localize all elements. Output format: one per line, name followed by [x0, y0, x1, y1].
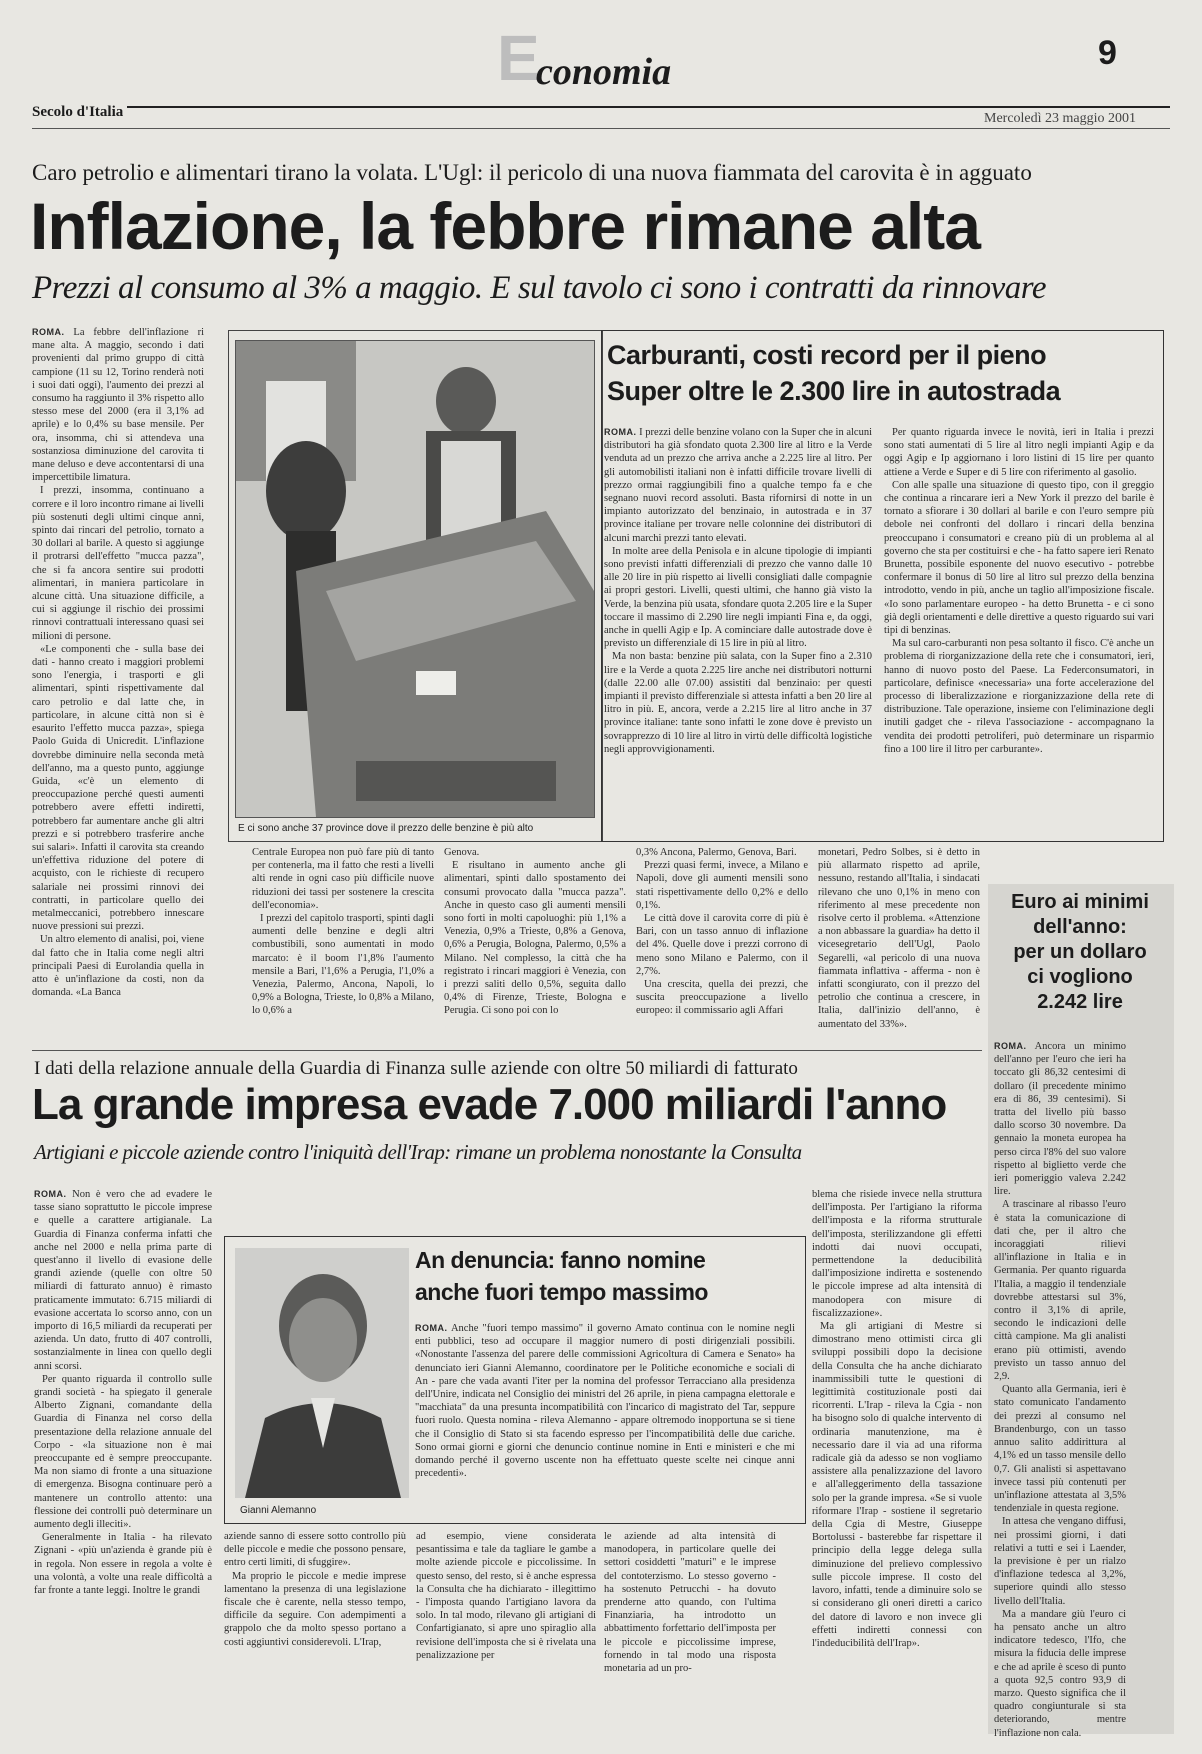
photo-caption: E ci sono anche 37 province dove il prezzo delle benzine è più alto	[238, 823, 534, 834]
paragraph: I prezzi, insomma, continuano a correre e il loro incontro rimane ai livelli più sostenuti degli ultimi cinque anni, spinto dai rincari del petrolio, tornato a 30 dollari al barile. A questo si aggiunge il protrarsi dell'effetto "mucca pazza", che si fa ancora sentire sui prodotti alimentari, in maniera particolare in alcune città. Una situazione difficile, a cui si aggiunge il rischio dei prossimi rinnovi contrattuali interessano quasi sei milioni di persone.	[32, 485, 204, 642]
dateline: ROMA.	[34, 1189, 67, 1199]
carburanti-headline-2: Super oltre le 2.300 lire in autostrada	[607, 376, 1061, 406]
lead-column-1	[32, 326, 205, 999]
carburanti-headline-1: Carburanti, costi record per il pieno	[607, 340, 1047, 370]
story-divider	[32, 1050, 982, 1051]
impresa-column-3	[416, 1530, 596, 1720]
paragraph: ad esempio, viene considerata pesantissima e tale da tagliare le gambe a molte aziende piccole e piccolissime. In questo senso, del resto, si è anche espressa la Consulta che ha dichiarato - illegittimo - l'imposta quando l'artigiano lavora da solo. In tal modo, rilevano gli artigiani di Confartigianato, si apre uno spiraglio alla revisione dell'imposta che si è rivelata una penalizzazione per	[416, 1531, 596, 1661]
impresa-column-5	[812, 1188, 982, 1718]
paragraph: Quanto alla Germania, ieri è stato comunicato l'andamento dei prezzi al consumo nel Brandenburgo, con un tasso annuo salito addirittura al 4,1% ed un tasso mensile dello 0,7. Gli analisti si aspettavano invece tassi più contenuti per un'inflazione attestata al 3,5% tendenziale in questa regione.	[994, 1384, 1126, 1515]
dateline: ROMA.	[604, 427, 637, 437]
lead-column-5	[818, 846, 980, 1030]
impresa-column-4	[604, 1530, 776, 1720]
page-number: 9	[1098, 34, 1117, 72]
euro-headline-line: 2.242 lire	[1037, 991, 1123, 1013]
nomine-headline-2: anche fuori tempo massimo	[415, 1279, 708, 1305]
euro-headline-line: per un dollaro	[1013, 941, 1147, 963]
paragraph: le aziende ad alta intensità di manodopera, in particolare quelle dei settori cosiddetti "maturi" e le imprese del contoterzismo. Lo stesso governo - ha sostenuto Petrucchi - ha dovuto prenderne atto quando, con l'ultima Finanziaria, ha introdotto un abbattimento forfettario dell'imposta per le piccole e piccolissime imprese, fornendo in tal modo una risposta monetaria ad un pro-	[604, 1531, 776, 1675]
lead-column-4	[636, 846, 808, 1016]
paragraph: A trascinare al ribasso l'euro è stata la comunicazione di dati che, per il altro che incoraggiati rilievi all'inflazione in Italia e in Germania. Per quanto riguarda l'Italia, a maggio il tendenziale dovrebbe attestarsi sul 3%, contro il 3,1% di aprile, secondo le indicazioni delle città campione. Ma gli analisti erano più ottimisti, avendo previsto un tasso annuo del 2,9.	[994, 1199, 1126, 1383]
lead-column-2	[252, 846, 434, 1016]
impresa-headline: La grande impresa evade 7.000 miliardi l'anno	[32, 1080, 947, 1129]
carburanti-column-2	[884, 426, 1154, 830]
euro-headline-line: dell'anno:	[1033, 916, 1127, 938]
euro-text	[994, 1040, 1126, 1739]
paragraph: Una crescita, quella dei prezzi, che suscita preoccupazione a livello europeo: il commissario agli Affari	[636, 979, 808, 1017]
paragraph: Genova.	[444, 847, 480, 858]
impresa-column-2	[224, 1530, 406, 1720]
paragraph: Con alle spalle una situazione di questo tipo, con il greggio che continua a rincarare ieri a New York il prezzo del barile è tornato a sfiorare i 30 dollari al barile e con l'euro sempre più debole nei confronti del dollaro i rincari della benzina preoccupano i consumatori e creano più di un problema al al governo che sta per costituirsi e che - ha fatto sapere ieri Renato Brunetta, possibile esponente del nuovo esecutivo - potrebbe confermare il bonus di 50 lire al litro sul prezzo della benzina introdotto, vendo in più, anche un taglio all'imposizione fiscale. «Io sono parlamentare europeo - ha detto Brunetta - e ci sono già degli orientamenti e delle direttive a questo riguardo sui vari tipi di benzinas.	[884, 479, 1154, 637]
masthead: Secolo d'Italia	[32, 104, 127, 121]
euro-headline-line: ci vogliono	[1027, 966, 1133, 988]
paragraph: Per quanto riguarda il controllo sulle grandi società - ha spiegato il generale Alberto Zignani, comandante della Guardia di Finanza nel corso della presentazione della relazione annuale del Corpo - «la situazione non è mai preoccupante ed è sempre preoccupante. Ma non siamo di fronte a una situazione di emergenza. Bisogna continuare però a mantenere un controllo attento: una flessione dei controlli può determinare un aumento degli illeciti».	[34, 1373, 212, 1531]
dateline: ROMA.	[415, 1323, 448, 1333]
impresa-kicker: I dati della relazione annuale della Guardia di Finanza sulle aziende con oltre 50 miliardi di fatturato	[34, 1058, 798, 1079]
dateline: ROMA.	[32, 327, 65, 337]
paragraph: I prezzi delle benzine volano con la Super che in alcuni distributori ha già sfondato quota 2.300 lire al litro e la Verde venduta ad un prezzo che arriva anche a 2.225 lire al litro. Per gli automobilisti italiani non è infatti difficile trovare livelli di prezzo ormai raggiungibili fino a qualche tempo fa e che segnano nuovi record assoluti. Basta rifornirsi di notte in un impianto autorizzato del benzinaio, in autostrada e in 37 province italiane per trovare nelle colonnine dei distributori di alcuni marchi prezzi tanto elevati.	[604, 427, 873, 544]
paragraph: La febbre dell'inflazione ri mane alta. A maggio, secondo i dati provenienti dal primo gruppo di città campione (11 su 12, Torino renderà noti i suoi dati oggi), l'aumento dei prezzi al consumo ha raggiunto il 3% rispetto allo stesso mese del 2000 (era il 3,1% ad aprile) e lo 0,4% su base mensile. Per ora, insomma, chi si attendeva una sostanziosa diminuzione del carovita ti mane deluso e deve accontentarsi di una impercettibile limatura.	[32, 327, 205, 484]
portrait-illustration	[235, 1248, 409, 1498]
paragraph: blema che risiede invece nella struttura dell'imposta. Per l'artigiano la riforma dell'imposta e la riforma strutturale dell'imposta, sterilizzandone gli effetti indotti dai nuovi occupati, permettendone la deducibilità dall'imposizione indiretta e sostenendo le piccole imprese ad alta intensità di manodopera con misure di fiscalizzazione».	[812, 1189, 982, 1319]
paragraph: Prezzi quasi fermi, invece, a Milano e Napoli, dove gli aumenti mensili sono stati rispettivamente dello 0,2% e dello 0,1%.	[636, 860, 808, 911]
lead-kicker: Caro petrolio e alimentari tirano la volata. L'Ugl: il pericolo di una nuova fiammata del carovita è in agguato	[32, 160, 1032, 185]
lead-column-3	[444, 846, 626, 1016]
paragraph: Ma gli artigiani di Mestre si dimostrano meno ottimisti circa gli sviluppi possibili dopo la decisione della Consulta che ha anche dichiarato inammissibili tutte le questioni di legittimità costituzionale posti dai ricorrenti. L'Irap - rileva la Cgia - non ha bisogno solo di qualche intervento di ordinaria manutenzione, ma è necessario dare il via ad una riforma radicale già da adesso se non vogliamo assistere alla penalizzazione del lavoro e all'alleggerimento della tassazione solo per la grande impresa. «Se si vuole riformare l'Irap - sostiene il segretario della Cgia di Mestre, Giuseppe Bortolussi - basterebbe far rispettare il principio della legge delega sulla diminuzione del prelievo complessivo sulle piccole imprese. Il costo del lavoro, infatti, tende a diminuire solo se si considerano gli oneri diretti a carico del datore di lavoro e non invece gli effetti indiretti connessi con l'indeducibilità dell'Irap».	[812, 1321, 982, 1649]
paragraph: In molte aree della Penisola e in alcune tipologie di impianti sono previsti infatti differenziali di prezzo che vanno dalle 10 alle 20 lire in più rispetto ai livelli consigliati dalle compagnie ai propri gestori. Livelli, questi ultimi, che hanno già visto la Verde, la benzina più usata, sfondare quota 2.205 lire e la Super toccare il massimo di 2.290 lire negli impianti Fina e, da oggi, anche in quelli Agip e Ip. A cominciare dalle autostrade dove è previsto un differenziale di 15 lire in più al litro.	[604, 545, 872, 650]
issue-date: Mercoledì 23 maggio 2001	[984, 111, 1137, 126]
alemanno-caption: Gianni Alemanno	[240, 1505, 317, 1516]
paragraph: I prezzi del capitolo trasporti, spinti dagli aumenti delle benzine e degli altri combustibili, sono aumentati in modo marcato: è il boom l'1,8% l'aumento mensile a Bari, l'1,6% a Perugia, l'1,0% a Venezia, Palermo, Ancona, Napoli, lo 0,9% a Bologna, Trieste, lo 0,8% a Milano, lo 0,6% a	[252, 913, 434, 1017]
section-initial: E	[497, 22, 540, 94]
paragraph: aziende sanno di essere sotto controllo più delle piccole e medie che possono pensare, entro certi limiti, di sfuggire».	[224, 1531, 406, 1569]
nomine-headline-1: An denuncia: fanno nomine	[415, 1247, 706, 1273]
paragraph: Anche "fuori tempo massimo" il governo Amato continua con le nomine negli enti pubblici, teso ad occupare il maggior numero di posti dirigenziali possibili. «Nonostante l'assenza del parere delle commissioni Agricoltura di Camera e Senato» ha denunciato ieri Gianni Alemanno, coordinatore per le Politiche economiche e sociali di An - pare che vada avanti l'iter per la nomina del professor Terracciano alla presidenza dell'Unire, indicata nel Consiglio dei ministri del 26 aprile, in piena campagna elettorale e "macchiata" da una presunta incompatibilità con l'incarico di magistrato del Tar, seppure fuori ruolo. Questa nomina - rileva Alemanno - appare oltremodo inopportuna se si tiene che il Consiglio di Stato si sta facendo espresso per l'incompatibilità delle due cariche. Sono ormai giorni e giorni che denuncio continue nomine in Enti e ministeri e che mi domando perché il governo uscente non ha effettuato queste scelte nei cinque anni precedenti».	[415, 1323, 796, 1480]
impresa-subhead: Artigiani e piccole aziende contro l'iniquità dell'Irap: rimane un problema nonostante la Consulta	[34, 1140, 802, 1164]
header-rule	[32, 106, 1170, 108]
paragraph: Ma a mandare giù l'euro ci ha pensato anche un altro indicatore tedesco, l'Ifo, che misura la fiducia delle imprese e che ad aprile è sceso di punto a quota 92,5 contro 93,9 di marzo. Questo significa che il quadro congiunturale si sta deteriorando, mentre l'inflazione non cala.	[994, 1608, 1126, 1739]
paragraph: Per quanto riguarda invece le novità, ieri in Italia i prezzi sono stati aumentati di 5 lire al litro negli impianti Agip e da oggi Agip e Ip aggiornano i loro listini di 15 lire per quanto attiene a Verde e Super e di 5 lire con riferimento al gasolio.	[884, 427, 1154, 478]
lead-subhead: Prezzi al consumo al 3% a maggio. E sul tavolo ci sono i contratti da rinnovare	[32, 270, 1046, 306]
carburanti-column-1	[604, 426, 872, 830]
paragraph: «Le componenti che - sulla base dei dati - hanno creato i maggiori problemi sono l'energia, i trasporti e gli alimentari, spinti rispettivamente dal caro petrolio e dal latte che, in particolare, in alcune città non si è esaurito l'effetto mucca pazza», spiega Paolo Guida di Unicredit. L'inflazione dovrebbe diminuire nella seconda metà dell'anno, ma a questo punto, aggiunge Guida, «c'è un elemento di preoccupazione perché questi aumenti potrebbero avere effetti indiretti, potrebbero far aumentare anche gli altri prezzi e si potrebbero trasferire anche sui salari». Infatti il carovita sta creando un'effettiva riduzione del potere di acquisto, con le richieste di recupero salariale nei prossimi rinnovi dei contratti, in particolare quello dei metalmeccanici, potrebbero innescare nuove pressioni sui prezzi.	[32, 643, 204, 933]
paragraph: Ma proprio le piccole e medie imprese lamentano la presenza di una legislazione fiscale che è carente, nella stesso tempo, difficile da seguire. Con adempimenti a grappolo che da molto spesso portano a costi aggiuntivi considerevoli. L'Irap,	[224, 1570, 406, 1648]
paragraph: In attesa che vengano diffusi, nei prossimi giorni, i dati relativi a tutti e sei i Laender, la previsione è per un rialzo d'inflazione tedesca al 3,2%, superiore quindi allo stesso livello dell'Italia.	[994, 1516, 1126, 1607]
photo-frame	[228, 330, 603, 842]
paragraph: Le città dove il carovita corre di più è Bari, con un tasso annuo di inflazione del 4%. Quelle dove i prezzi corrono di meno sono Milano e Palermo, con il 2,7%.	[636, 913, 808, 977]
paragraph: Un altro elemento di analisi, poi, viene dal fatto che in Italia come negli altri principali Paesi di Eurolandia quella in atto è un'inflazione da costi, non da domanda. «La Banca	[32, 934, 204, 999]
paragraph: Ma non basta: benzine più salata, con la Super fino a 2.310 lire e la Verde a quota 2.225 lire anche nei distributori notturni (dalle 22.00 alle 07.00) assistiti dal benzinaio: per questi impianti il previsto differenziale si attesta infatti a ben 20 lire al litro in più. E, ancora, verde a 2.215 lire al litro anche in 37 province italiane: tante sono infatti le zone dove è previsto un sovrapprezzo di 10 lire al litro in virtù delle difficoltà logistiche negli approvvigionamenti.	[604, 651, 872, 755]
euro-headline	[990, 890, 1170, 1015]
nomine-text	[415, 1322, 795, 1512]
paragraph: Non è vero che ad evadere le tasse siano soprattutto le piccole imprese e quelle a carattere artigianale. La Guardia di Finanza conferma infatti che anche nel 2000 e nella prima parte di quest'anno il livello di evasione delle grandi aziende (quelle con oltre 50 miliardi di fatturato annuo) è rimasto praticamente immutato: 6.715 miliardi di evasione accertata lo scorso anno, con un importo di 16,5 miliardi da recuperati per azienda. Un dato, frutto di 407 controlli, sostanzialmente in linea con quello degli anni scorsi.	[34, 1189, 213, 1372]
paragraph: E risultano in aumento anche gli alimentari, spinti dallo spostamento dei consumi provocato dalla "mucca pazza". Anche in questo caso gli aumenti mensili sono forti in molti capoluoghi: più 1,1% a Venezia, 0,9% a Trieste, 0,8% a Genova, 0,6% a Perugia, Bologna, Palermo, 0,5% a Milano. Nel complesso, la città che ha registrato i rincari maggiori è Venezia, con i prezzi saliti dello 0,5%, seguita dallo 0,4% di Firenze, Trieste, Bologna e Perugia. Ci sono poi con lo	[444, 860, 626, 1017]
section-title: conomia	[536, 51, 672, 93]
alemanno-photo	[235, 1248, 409, 1498]
impresa-column-1	[34, 1188, 212, 1718]
paragraph: Generalmente in Italia - ha rilevato Zignani - «più un'azienda è grande più è in regola. Non essere in regola a volte è una volontà, a volte una reale difficoltà a far fronte a tante leggi. Inoltre le grandi	[34, 1532, 212, 1597]
paragraph: monetari, Pedro Solbes, si è detto in più allarmato rispetto ad aprile, nessuno, restando all'Italia, i sindacati rilevano che uno 0,1% in meno con riferimento al mese precedente non risolve certo il problema. «Attenzione a non abbassare la guardia» ha detto il vicesegretario dell'Ugl, Paolo Segarelli, «al pericolo di una nuova fiammata inflattiva - afferma - non è infatti scongiurato, con il prezzo del petrolio che continua a crescere, in Italia, dall'inizio dell'anno, è aumentato del 33%».	[818, 847, 980, 1030]
header-rule-2	[32, 128, 1170, 129]
paragraph: Ma sul caro-carburanti non pesa soltanto il fisco. C'è anche un problema di riorganizzazione della rete che i consumatori, ieri, hanno di nuovo posto del Paese. La Federconsumatori, in particolare, definisce «necessaria» una forte accelerazione del processo di liberalizzazione e riorganizzazione della rete di distribuzione. Tale operazione, insieme con l'eliminazione degli inutili gadget che - rileva l'associazione - accompagnano la vendita dei prodotti petroliferi, può determinare un risparmio fino a 100 lire il litro per carburante».	[884, 638, 1154, 755]
paragraph: 0,3% Ancona, Palermo, Genova, Bari.	[636, 847, 797, 858]
paragraph: Centrale Europea non può fare più di tanto per contenerla, ma il fatto che resti a livelli alti rende in ogni caso più difficile nuove riduzioni dei tassi per sostenere la crescita dell'economia».	[252, 847, 434, 911]
dateline: ROMA.	[994, 1041, 1027, 1051]
lead-headline: Inflazione, la febbre rimane alta	[30, 189, 980, 263]
euro-headline-line: Euro ai minimi	[1011, 891, 1149, 913]
paragraph: Ancora un minimo dell'anno per l'euro che ieri ha toccato gli 86,32 centesimi di dollaro (il precedente minimo era di 86, 39 centesimi). Si tratta del livello più basso dallo scorso 30 novembre. Da gennaio la moneta europea ha perso circa l'8% del suo valore rispetto al biglietto verde che ieri pomeriggio valeva 2.242 lire.	[994, 1041, 1126, 1198]
